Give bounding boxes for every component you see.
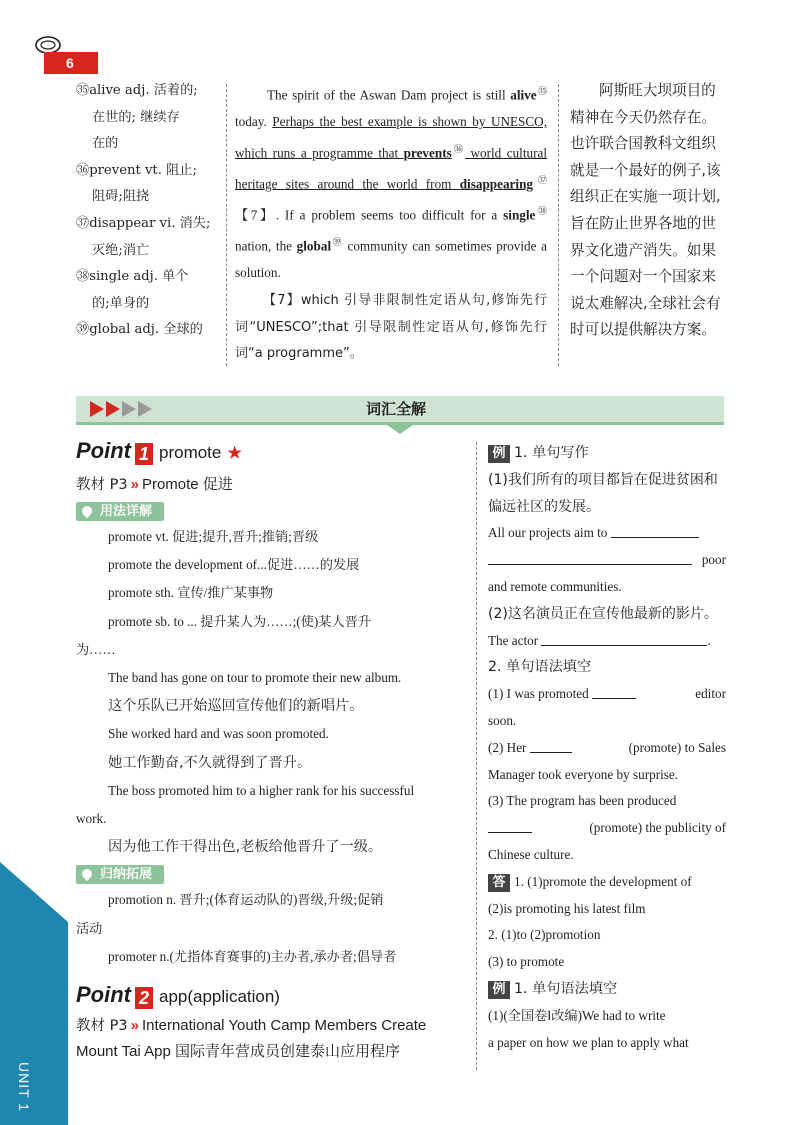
- banner-title: 词汇全解: [366, 400, 427, 418]
- vocab-36-line2: 阻碍;阻挠: [92, 189, 150, 205]
- answer-blank[interactable]: [530, 739, 572, 753]
- textbook-ref: 教材 P3 » Promote 促进: [76, 476, 233, 493]
- arrows-icon: [90, 401, 158, 417]
- usage-tag: 用法详解: [76, 500, 466, 521]
- vocab-list: [76, 78, 226, 344]
- point-2: [76, 982, 468, 1064]
- divider: [226, 84, 227, 366]
- vocab-36-line1: ㊱prevent vt. 阻止;: [76, 162, 197, 178]
- answer-blank[interactable]: [541, 632, 707, 646]
- vocab-35-line1: ㉟alive adj. 活着的;: [76, 83, 198, 98]
- unit-tab: [0, 862, 68, 1125]
- extension-tag: 归纳拓展: [76, 863, 466, 884]
- point-1-title: Point 1 promote ★: [76, 438, 242, 464]
- vocab-37-line2: 灭绝;消亡: [92, 242, 150, 258]
- exercise-panel: 例 1. 单句写作 (1)我们所有的项目都旨在促进贫困和偏远社区的发展。 All our projects aim to poor and remote communities. (2)这名演员正在宣传他最新的影片。 The actor . 2. 单句语法填空 (1) I was promoted editor soon. (2) Her (promote) to Sales Manager took everyone by surprise. (3) The program has been produced (promote) the publicity of Chinese culture. 答 1. (1)promote the development of (2)is promoting his latest film 2. (1)to (2)promotion (3) to promote 例 1. 单句语法填空 (1)(全国卷Ⅰ改编)We had to write a paper on how we plan to apply what: [488, 440, 726, 1056]
- extension-list: promotion n. 晋升;(体育运动队的)晋级,升级;促销 活动 promoter n.(尤指体育赛事的)主办者,承办者;倡导者: [76, 892, 397, 964]
- page-number: 6: [44, 52, 98, 74]
- vocab-35-line2: 在世的; 继续存: [92, 109, 180, 125]
- point-2-title: Point 2 app(application): [76, 982, 280, 1008]
- divider: [476, 442, 477, 1070]
- vocab-35-line3: 在的: [92, 136, 119, 152]
- unit-label: UNIT 1: [16, 1062, 32, 1113]
- divider: [558, 84, 559, 366]
- vocab-37-line1: ㊲disappear vi. 消失;: [76, 215, 211, 231]
- grammar-note: 【7】which 引导非限制性定语从句,修饰先行词“UNESCO”;that 引导限制性定语从句,修饰先行词“a programme”。: [235, 293, 547, 362]
- answer-badge: 答: [488, 874, 510, 892]
- textbook-ref: 教材 P3 » International Youth Camp Members Create Mount Tai App 国际青年营成员创建泰山应用程序: [76, 1017, 427, 1060]
- answer-blank[interactable]: [488, 551, 692, 565]
- vocab-38-line1: ㊳single adj. 单个: [76, 269, 189, 285]
- answer-blank[interactable]: [592, 685, 636, 699]
- answer-blank[interactable]: [611, 524, 699, 538]
- location-pin-icon: [80, 867, 94, 881]
- exercise-heading: 例 1. 单句写作: [488, 440, 726, 467]
- passage-text: The spirit of the Aswan Dam project is still alive$^㉟$ today. Perhaps the best example is shown by UNESCO, which runs a programme that prevents$^㊱$ world cultural heritage sites around the world from disappearing$^㊲$【7】. If a problem seems too difficult for a single$^㊳$ nation, the global$^㊴$ community can sometimes provide a solution.: [235, 86, 547, 280]
- vocab-39-line1: ㊴global adj. 全球的: [76, 322, 203, 338]
- point-1: [76, 438, 466, 971]
- banner-pointer: [387, 425, 413, 434]
- translation: 阿斯旺大坝项目的精神在今天仍然存在。也许联合国教科文组织就是一个最好的例子,该组织正在实施一项计划,旨在防止世界各地的世界文化遗产消失。如果一个问题对一个国家来说太难解决,全球社会有时可以提供解决方案。: [570, 82, 721, 339]
- passage: [235, 78, 547, 368]
- usage-list: promote vt. 促进;提升,晋升;推销;晋级 promote the development of...促进……的发展 promote sth. 宣传/推广某事物 promote sb. to ... 提升某人为……;(使)某人晋升 为…… The band has gone on tour to promote their new album. 这个乐队已开始巡回宣传他们的新唱片。 She worked hard and was soon promoted. 她工作勤奋,不久就得到了晋升。 The boss promoted him to a higher rank for his successful work. 因为他工作干得出色,老板给他晋升了一级。: [76, 529, 415, 856]
- location-pin-icon: [80, 504, 94, 518]
- vocab-38-line2: 的;单身的: [92, 295, 150, 311]
- answer-blank[interactable]: [488, 819, 532, 833]
